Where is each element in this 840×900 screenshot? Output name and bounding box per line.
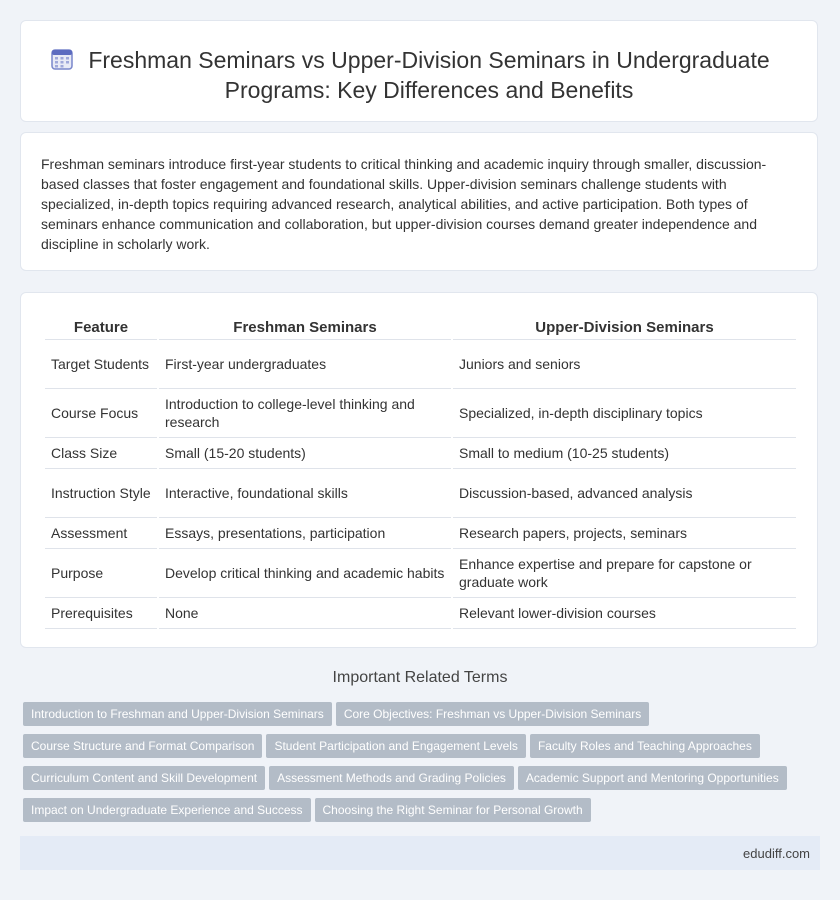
related-term-tag[interactable]: Impact on Undergraduate Experience and Success — [23, 798, 311, 822]
table-cell: Purpose — [45, 549, 157, 598]
table-row — [45, 598, 796, 629]
table-row — [45, 340, 796, 389]
table-cell: Enhance expertise and prepare for capstone or graduate work — [453, 549, 796, 598]
related-term-tag[interactable]: Core Objectives: Freshman vs Upper-Division Seminars — [336, 702, 649, 726]
table-cell: Research papers, projects, seminars — [453, 518, 796, 549]
table-cell: Introduction to college-level thinking and research — [159, 389, 451, 438]
related-term-tag[interactable]: Course Structure and Format Comparison — [23, 734, 262, 758]
header-card — [20, 20, 818, 122]
column-header-freshman: Freshman Seminars — [159, 313, 451, 340]
table-cell: Assessment — [45, 518, 157, 549]
table-cell: Instruction Style — [45, 469, 157, 518]
table-cell: Course Focus — [45, 389, 157, 438]
intro-card — [20, 132, 818, 271]
table-cell: Small to medium (10-25 students) — [453, 438, 796, 469]
table-cell: Specialized, in-depth disciplinary topics — [453, 389, 796, 438]
table-cell: Essays, presentations, participation — [159, 518, 451, 549]
table-cell: None — [159, 598, 451, 629]
table-cell: Develop critical thinking and academic habits — [159, 549, 451, 598]
related-term-tag[interactable]: Curriculum Content and Skill Development — [23, 766, 265, 790]
related-term-tag[interactable]: Academic Support and Mentoring Opportunities — [518, 766, 787, 790]
table-cell: Interactive, foundational skills — [159, 469, 451, 518]
comparison-table-card — [20, 292, 818, 648]
table-cell: Juniors and seniors — [453, 340, 796, 389]
table-row — [45, 469, 796, 518]
column-header-feature: Feature — [45, 313, 157, 340]
comparison-table — [43, 313, 798, 629]
related-terms-title: Important Related Terms — [332, 669, 508, 686]
related-term-tag[interactable]: Introduction to Freshman and Upper-Division Seminars — [23, 702, 332, 726]
related-term-tag[interactable]: Student Participation and Engagement Levels — [266, 734, 526, 758]
related-term-tag[interactable]: Choosing the Right Seminar for Personal Growth — [315, 798, 591, 822]
related-terms-list — [23, 702, 813, 830]
table-row — [45, 549, 796, 598]
page-title: Freshman Seminars vs Upper-Division Seminars in Undergraduate Programs: Key Differences and Benefits — [88, 47, 770, 103]
table-cell: Discussion-based, advanced analysis — [453, 469, 796, 518]
table-cell: Relevant lower-division courses — [453, 598, 796, 629]
table-cell: First-year undergraduates — [159, 340, 451, 389]
footer — [20, 836, 820, 870]
intro-text: Freshman seminars introduce first-year students to critical thinking and academic inquiry through smaller, discussion-based classes that foster engagement and foundational skills. Upper-division seminars challenge students with specialized, in-depth topics requiring advanced research, analytical abilities, and active participation. Both types of seminars enhance communication and collaboration, but upper-division courses demand greater independence and discipline in scholarly work. — [41, 156, 767, 252]
table-row — [45, 438, 796, 469]
table-cell: Class Size — [45, 438, 157, 469]
site-name[interactable]: edudiff.com — [743, 846, 810, 861]
column-header-upper-division: Upper-Division Seminars — [453, 313, 796, 340]
table-row — [45, 389, 796, 438]
table-cell: Small (15-20 students) — [159, 438, 451, 469]
table-cell: Prerequisites — [45, 598, 157, 629]
table-cell: Target Students — [45, 340, 157, 389]
table-row — [45, 518, 796, 549]
related-term-tag[interactable]: Faculty Roles and Teaching Approaches — [530, 734, 760, 758]
related-term-tag[interactable]: Assessment Methods and Grading Policies — [269, 766, 514, 790]
